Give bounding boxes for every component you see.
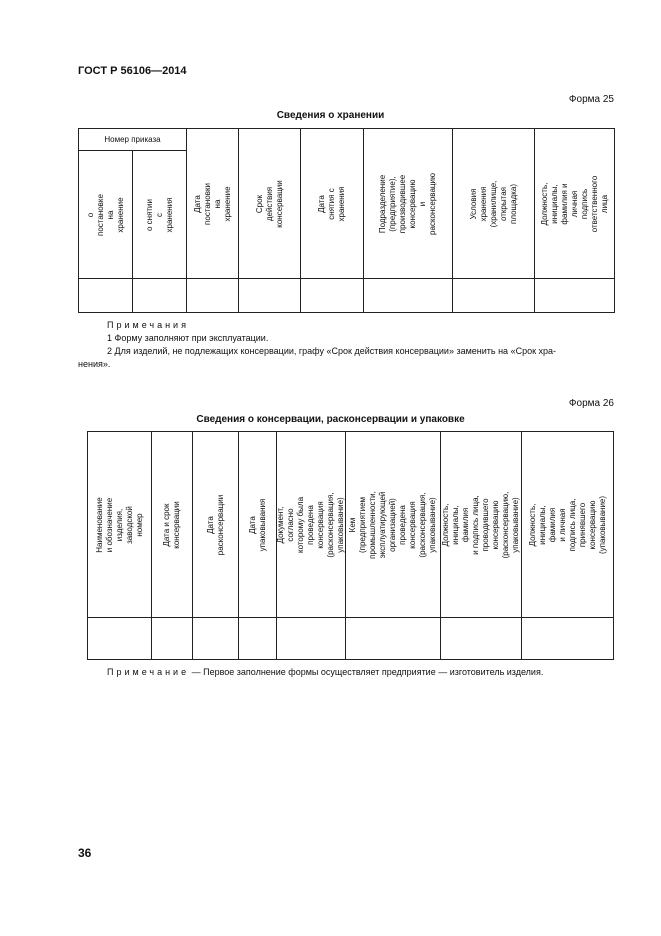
form25-note-2-continuation: нения». xyxy=(78,359,111,369)
form25-note-1: 1 Форму заполняют при эксплуатации. xyxy=(107,333,269,343)
header-cell-acceptor-signature: Должность, инициалы, фамилия и личная подпись лица, принявшего консервацию (упаковывание) xyxy=(522,432,614,618)
header-cell-department: Подразделение (предприятие), производившее консервацию и расконсервацию xyxy=(364,129,453,279)
form25-table xyxy=(78,128,615,313)
header-cell-conservation-term: Срок действия консервации xyxy=(239,129,301,279)
form25-empty-row xyxy=(79,279,615,313)
form26-note-text: — Первое заполнение формы осуществляет предприятие — изготовитель изделия. xyxy=(189,667,544,677)
form25-notes-title: Примечания xyxy=(107,320,189,330)
table-cell[interactable] xyxy=(79,279,133,313)
page-number: 36 xyxy=(78,846,92,860)
header-cell-date-packing: Дата упаковывания xyxy=(239,432,277,618)
header-cell-date-reconservation: Дата расконсервации xyxy=(193,432,239,618)
header-cell-document: Документ, согласно которому была проведена консервация (расконсервация, упаковывание) xyxy=(277,432,346,618)
header-cell-storage-conditions: Условия хранения (хранилище, открытая площадка) xyxy=(453,129,535,279)
header-cell-order-removal: о снятии с хранения xyxy=(133,151,187,279)
table-cell[interactable] xyxy=(277,618,346,660)
header-cell-product-name: Наименование и обозначение изделия, заводской номер xyxy=(88,432,152,618)
table-cell[interactable] xyxy=(187,279,239,313)
table-cell[interactable] xyxy=(239,618,277,660)
header-cell-performed-by: Кем (предприятием промышленности, эксплуатирующей организацией) проведена консервация (расконсервация, упаковывание) xyxy=(346,432,441,618)
table-cell[interactable] xyxy=(346,618,441,660)
form25-label: Форма 25 xyxy=(568,94,614,105)
table-cell[interactable] xyxy=(88,618,152,660)
header-cell-date-conservation: Дата и срок консервации xyxy=(152,432,193,618)
form26-note-title: Примечание xyxy=(107,667,190,677)
table-cell[interactable] xyxy=(239,279,301,313)
form25-note-2: 2 Для изделий, не подлежащих консервации, графу «Срок действия консервации» заменить на «Срок хра- xyxy=(107,346,557,356)
form25-title: Сведения о хранении xyxy=(276,110,385,121)
header-cell-date-removal: Дата снятия с хранения xyxy=(301,129,364,279)
form26-empty-row xyxy=(88,618,614,660)
table-cell[interactable] xyxy=(453,279,535,313)
header-cell-responsible-person: Должность, инициалы, фамилия и личная подпись ответственного лица xyxy=(535,129,615,279)
form26-table xyxy=(87,431,614,660)
table-cell[interactable] xyxy=(535,279,615,313)
form26-title: Сведения о консервации, расконсервации и упаковке xyxy=(196,414,465,425)
header-cell-order-placement: о постановке на хранение xyxy=(79,151,133,279)
header-cell-performer-signature: Должность, инициалы, фамилия и подпись лица, проводившего консервацию (расконсервацию, упаковывание) xyxy=(441,432,522,618)
table-cell[interactable] xyxy=(152,618,193,660)
table-cell[interactable] xyxy=(441,618,522,660)
table-cell[interactable] xyxy=(522,618,614,660)
standard-header: ГОСТ Р 56106—2014 xyxy=(78,65,187,77)
table-cell[interactable] xyxy=(133,279,187,313)
table-cell[interactable] xyxy=(193,618,239,660)
header-cell-date-storage: Дата постановки на хранение xyxy=(187,129,239,279)
form26-note xyxy=(107,666,543,679)
group-header-order-number: Номер приказа xyxy=(79,129,187,151)
table-cell[interactable] xyxy=(301,279,364,313)
table-cell[interactable] xyxy=(364,279,453,313)
form26-label: Форма 26 xyxy=(568,398,614,409)
